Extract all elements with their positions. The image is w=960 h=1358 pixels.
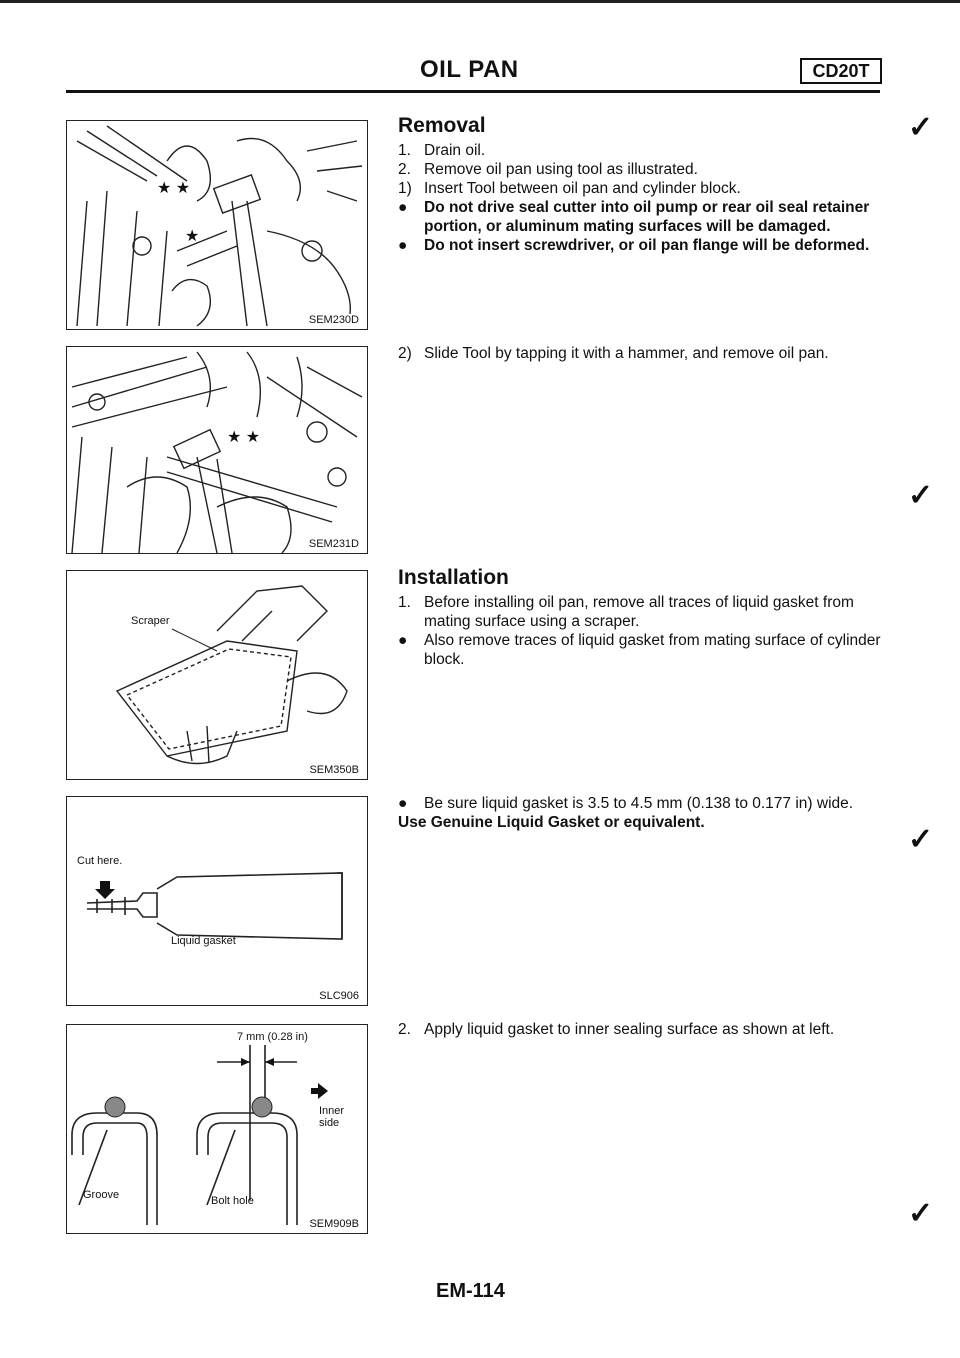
check-mark-icon: ✓	[908, 479, 934, 512]
figure-slc906	[66, 796, 368, 1006]
svg-text:★ ★: ★ ★	[157, 180, 191, 197]
installation-step-2: 2. Apply liquid gasket to inner sealing surface as shown at left.	[398, 1021, 835, 1038]
figure-illustration	[67, 121, 367, 329]
figure-sem909b	[66, 1024, 368, 1234]
groove-label: Groove	[83, 1189, 120, 1201]
check-mark-icon: ✓	[908, 111, 934, 144]
figure-sem350b	[66, 570, 368, 780]
svg-text:★: ★	[185, 228, 200, 245]
page-title: OIL PAN	[420, 56, 519, 83]
figure-code: SLC906	[319, 990, 359, 1002]
list-item: 1. Drain oil.	[398, 142, 486, 159]
figure-code: SEM230D	[308, 314, 359, 326]
top-border	[0, 0, 960, 3]
gasket-width-note: ● Be sure liquid gasket is 3.5 to 4.5 mm (0.138 to 0.177 in) wide. Use Genuine Liquid Gasket or equivalent.	[398, 794, 888, 832]
removal-heading: Removal	[398, 114, 486, 137]
list-item: ● Do not insert screwdriver, or oil pan flange will be deformed.	[398, 237, 870, 254]
bolt-hole-label: Bolt hole	[211, 1195, 254, 1207]
removal-step-2: 2) Slide Tool by tapping it with a hammer, and remove oil pan.	[398, 345, 829, 362]
figure-illustration	[67, 797, 367, 1005]
list-item: 2. Remove oil pan using tool as illustrated.	[398, 161, 698, 178]
dimension-label: 7 mm (0.28 in)	[237, 1031, 308, 1043]
figure-code: SEM231D	[308, 538, 359, 550]
figure-illustration	[67, 347, 367, 553]
list-item: ● Also remove traces of liquid gasket from mating surface of cylinder block.	[398, 632, 881, 668]
genuine-gasket-note: Use Genuine Liquid Gasket or equivalent.	[398, 814, 705, 831]
check-mark-icon: ✓	[908, 1197, 934, 1230]
list-item: ● Do not drive seal cutter into oil pump or rear oil seal retainer portion, or aluminum mating surfaces will be damaged.	[398, 199, 870, 235]
page-number: EM-114	[436, 1280, 505, 1302]
list-item: 1) Insert Tool between oil pan and cylinder block.	[398, 180, 741, 197]
figure-code: SEM909B	[309, 1218, 359, 1230]
removal-section	[398, 116, 888, 255]
check-mark-icon: ✓	[908, 823, 934, 856]
figure-sem231d	[66, 346, 368, 554]
inner-side-label: Inner side	[319, 1105, 345, 1129]
engine-code-badge: CD20T	[800, 58, 882, 84]
liquid-gasket-label: Liquid gasket	[171, 935, 236, 947]
installation-heading: Installation	[398, 566, 509, 589]
header-rule	[66, 90, 880, 93]
svg-text:★ ★: ★ ★	[227, 429, 261, 446]
figure-code: SEM350B	[309, 764, 359, 776]
installation-section	[398, 568, 888, 669]
figure-illustration	[67, 571, 367, 779]
cut-here-label: Cut here.	[77, 855, 123, 867]
figure-sem230d	[66, 120, 368, 330]
scraper-label: Scraper	[131, 615, 170, 627]
list-item: 1. Before installing oil pan, remove all traces of liquid gasket from mating surface using a scraper.	[398, 594, 854, 630]
